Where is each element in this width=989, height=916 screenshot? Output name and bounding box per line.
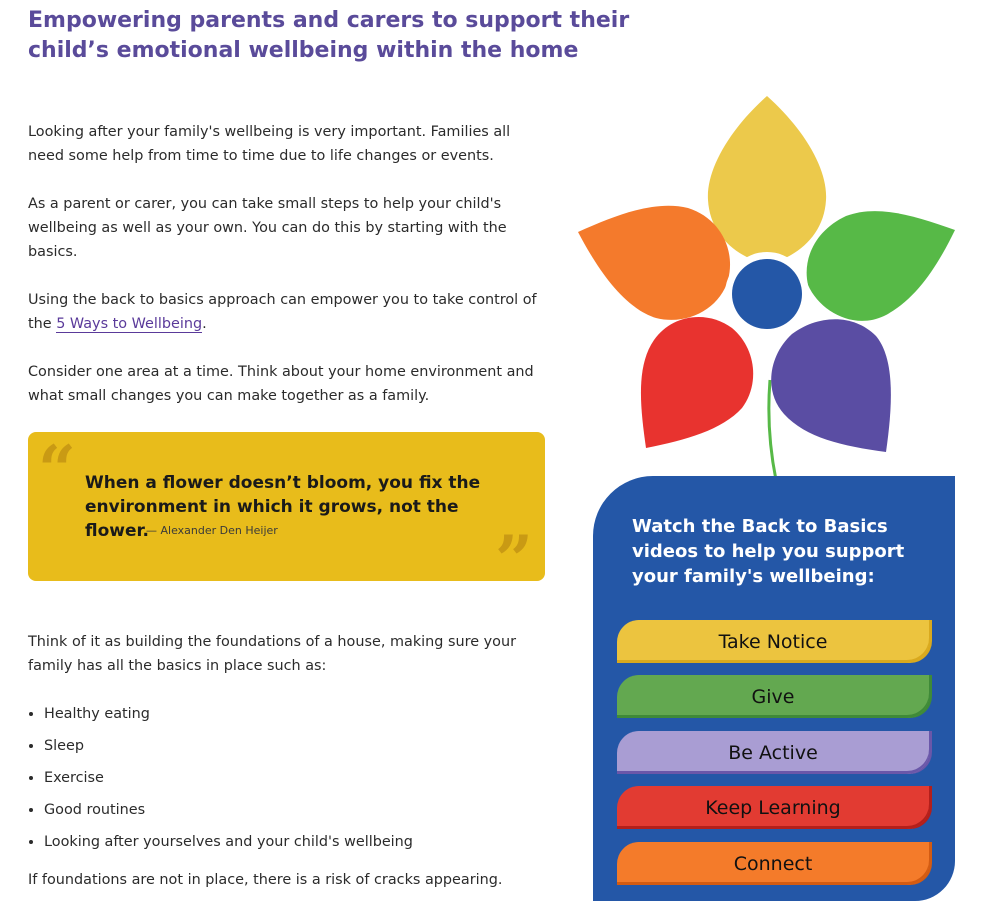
back-to-basics-paragraph	[28, 288, 548, 336]
close-quote-icon: ”	[495, 521, 533, 599]
period-text: .	[202, 316, 207, 332]
list-item: • Healthy eating	[44, 702, 548, 726]
connect-button[interactable]: Connect	[617, 842, 929, 885]
list-item: • Good routines	[44, 798, 548, 822]
page-title: Empowering parents and carers to support their child’s emotional wellbeing within the home	[28, 8, 630, 63]
take-notice-button[interactable]: Take Notice	[617, 620, 929, 663]
petal-purple	[771, 319, 891, 452]
petal-yellow	[708, 96, 826, 264]
quote-text: When a flower doesn’t bloom, you fix the environment in which it grows, not the flower.	[85, 473, 481, 541]
list-item: • Sleep	[44, 734, 548, 758]
intro-paragraph-1: Looking after your family's wellbeing is very important. Families all need some help from time to time due to life changes or events.	[28, 124, 511, 164]
be-active-button[interactable]: Be Active	[617, 731, 929, 774]
petal-orange	[578, 206, 730, 320]
keep-learning-button[interactable]: Keep Learning	[617, 786, 929, 829]
flower-illustration	[570, 90, 965, 480]
intro-paragraph-2: As a parent or carer, you can take small steps to help your child's wellbeing as well as your own. You can do this by starting with the basics.	[28, 196, 507, 260]
videos-panel	[593, 476, 955, 901]
cracks-paragraph: If foundations are not in place, there is a risk of cracks appearing.	[28, 872, 503, 888]
panel-heading: Watch the Back to Basics videos to help you support your family's wellbeing:	[632, 516, 905, 587]
quote-box	[28, 431, 545, 599]
intro-section	[28, 120, 548, 432]
list-item: • Exercise	[44, 766, 548, 790]
consider-paragraph: Consider one area at a time. Think about your home environment and what small changes you can make together as a family.	[28, 364, 534, 404]
basics-list	[28, 702, 548, 854]
list-item: • Looking after yourselves and your child's wellbeing	[44, 830, 548, 854]
five-ways-link[interactable]: 5 Ways to Wellbeing	[56, 316, 203, 332]
give-button[interactable]: Give	[617, 675, 929, 718]
back-to-basics-text: Using the back to basics approach can empower you to take control of the	[28, 292, 537, 332]
petal-red	[641, 317, 753, 448]
quote-author: — Alexander Den Heijer	[146, 524, 278, 537]
petal-green	[807, 211, 955, 321]
foundations-section	[28, 630, 548, 916]
foundations-paragraph: Think of it as building the foundations of a house, making sure your family has all the basics in place such as:	[28, 634, 516, 674]
flower-center-inner	[732, 259, 802, 329]
open-quote-icon: “	[38, 431, 76, 509]
